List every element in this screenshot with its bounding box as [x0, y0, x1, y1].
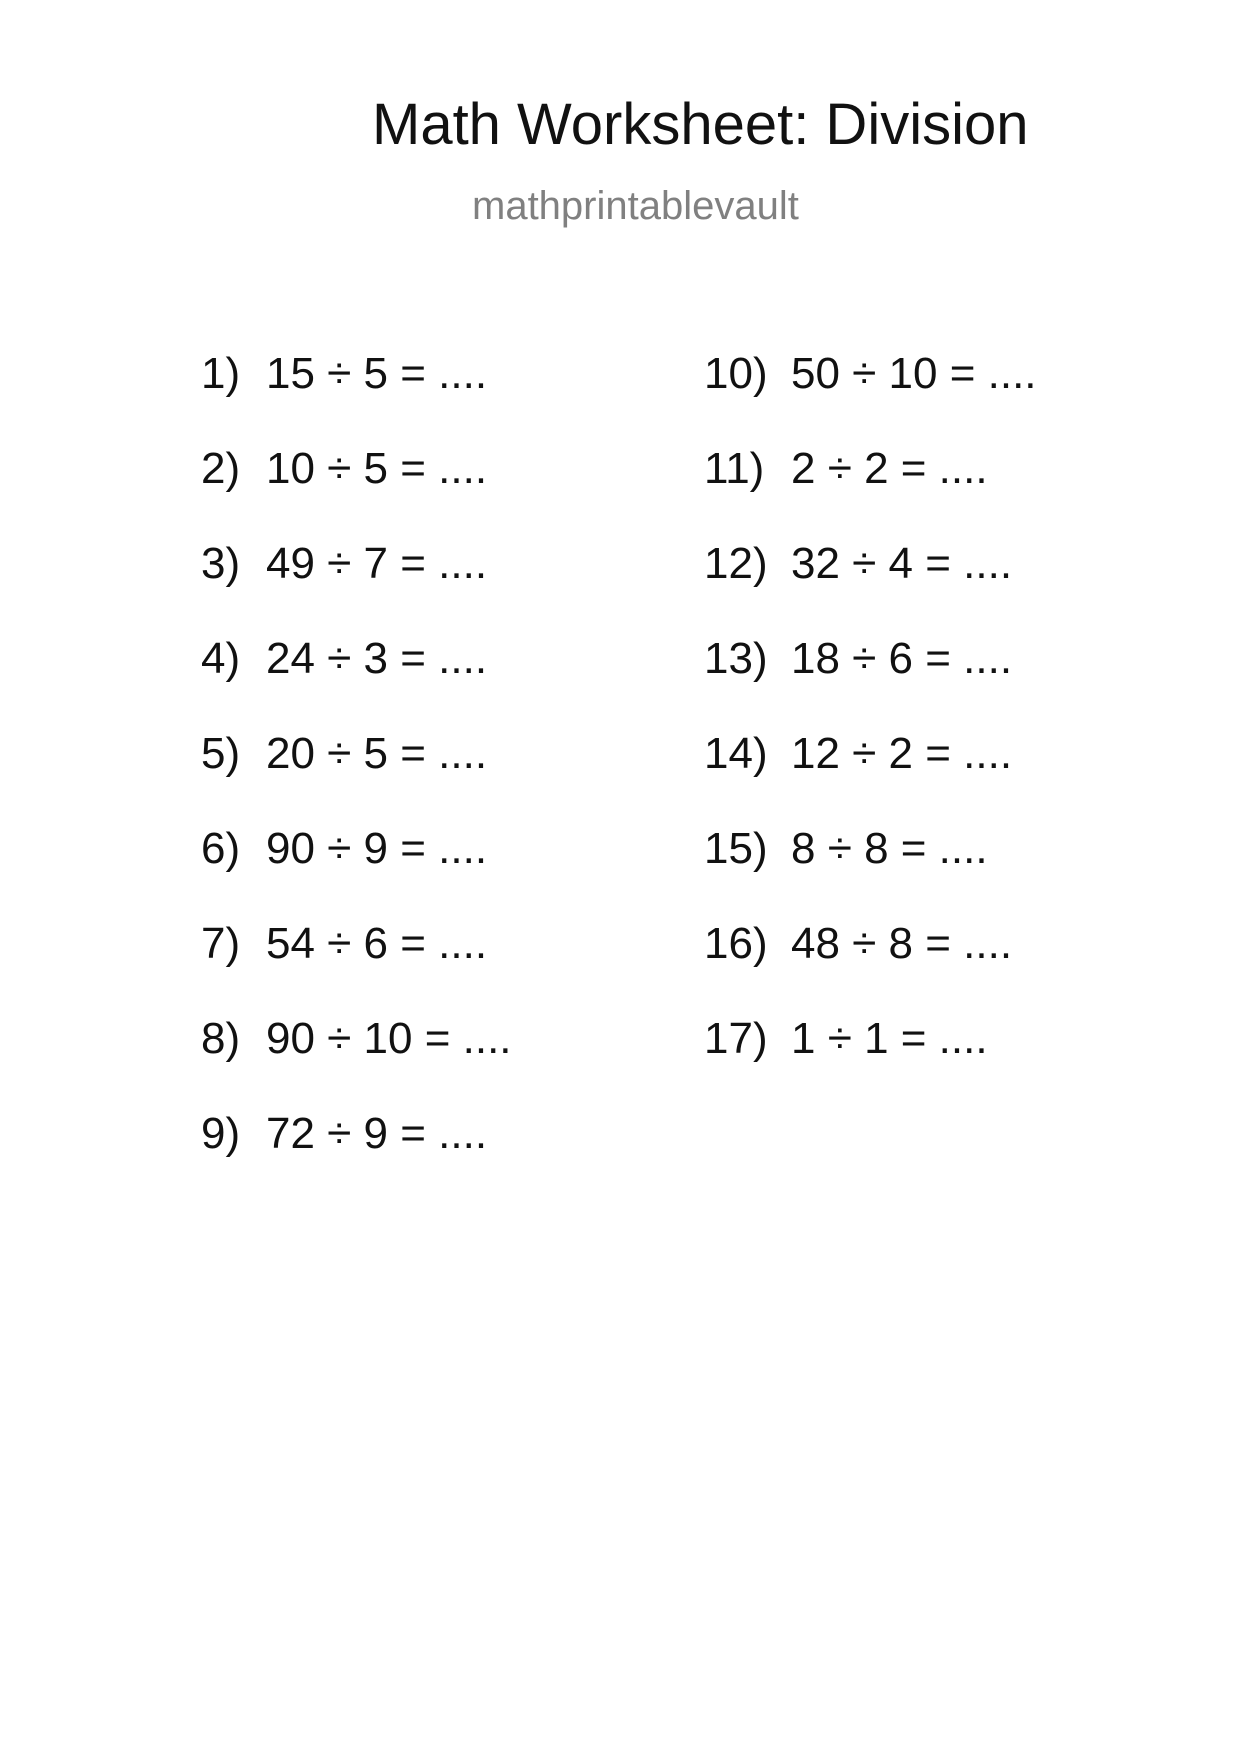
problem-expression: 32 ÷ 4 = ....	[791, 539, 1013, 588]
problem-item	[201, 729, 512, 827]
problem-item	[201, 919, 512, 1017]
problem-item	[201, 444, 512, 542]
problem-number: 7)	[201, 919, 241, 968]
problem-expression: 2 ÷ 2 = ....	[791, 444, 988, 493]
problem-number: 15)	[704, 824, 768, 873]
problem-expression: 12 ÷ 2 = ....	[791, 729, 1013, 778]
problem-item	[201, 349, 512, 447]
problem-item	[201, 539, 512, 637]
problem-item	[201, 824, 512, 922]
problem-column-left	[201, 349, 512, 1207]
problem-expression: 18 ÷ 6 = ....	[791, 634, 1013, 683]
problem-expression: 72 ÷ 9 = ....	[266, 1109, 488, 1158]
problem-number: 10)	[704, 349, 768, 398]
worksheet-title: Math Worksheet: Division	[372, 92, 1029, 157]
problem-number: 16)	[704, 919, 768, 968]
problem-expression: 90 ÷ 10 = ....	[266, 1014, 512, 1063]
problem-item	[704, 444, 1037, 542]
problem-expression: 20 ÷ 5 = ....	[266, 729, 488, 778]
problem-number: 9)	[201, 1109, 241, 1158]
problem-number: 2)	[201, 444, 241, 493]
problem-number: 8)	[201, 1014, 241, 1063]
problem-number: 5)	[201, 729, 241, 778]
problem-expression: 15 ÷ 5 = ....	[266, 349, 488, 398]
problem-number: 17)	[704, 1014, 768, 1063]
problem-expression: 54 ÷ 6 = ....	[266, 919, 488, 968]
problem-number: 14)	[704, 729, 768, 778]
problem-expression: 1 ÷ 1 = ....	[791, 1014, 988, 1063]
problem-item	[704, 729, 1037, 827]
problem-item	[704, 1014, 1037, 1112]
problem-expression: 24 ÷ 3 = ....	[266, 634, 488, 683]
problem-item	[704, 634, 1037, 732]
problem-expression: 48 ÷ 8 = ....	[791, 919, 1013, 968]
problem-number: 12)	[704, 539, 768, 588]
problem-expression: 10 ÷ 5 = ....	[266, 444, 488, 493]
problem-item	[704, 919, 1037, 1017]
problem-expression: 8 ÷ 8 = ....	[791, 824, 988, 873]
problem-item	[201, 1109, 512, 1207]
worksheet-subtitle: mathprintablevault	[472, 184, 799, 228]
problem-number: 3)	[201, 539, 241, 588]
problem-expression: 50 ÷ 10 = ....	[791, 349, 1037, 398]
problem-number: 4)	[201, 634, 241, 683]
problem-number: 6)	[201, 824, 241, 873]
problem-item	[201, 634, 512, 732]
problem-number: 11)	[704, 444, 765, 493]
problem-item	[704, 824, 1037, 922]
problem-number: 1)	[201, 349, 241, 398]
problem-item	[704, 349, 1037, 447]
problem-expression: 49 ÷ 7 = ....	[266, 539, 488, 588]
problem-column-right	[704, 349, 1037, 1112]
problem-item	[201, 1014, 512, 1112]
problem-number: 13)	[704, 634, 768, 683]
problem-item	[704, 539, 1037, 637]
problem-expression: 90 ÷ 9 = ....	[266, 824, 488, 873]
